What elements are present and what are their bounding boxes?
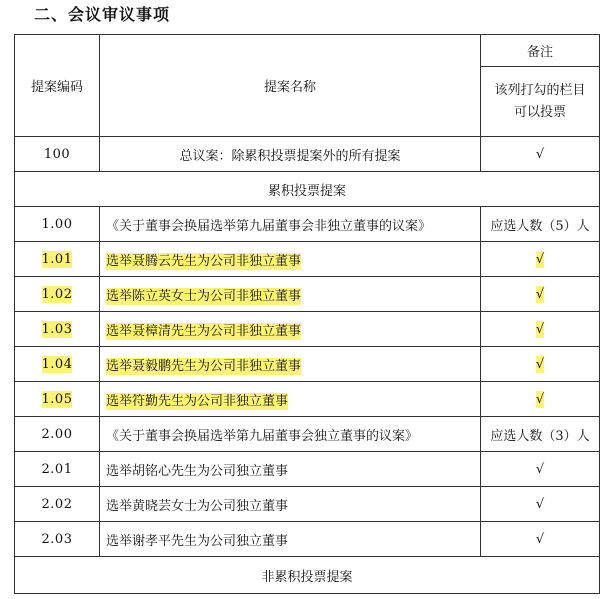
proposal-name-cell: [100, 382, 481, 417]
proposal-name-cell: [100, 347, 481, 382]
proposal-name: 选举谢孝平先生为公司独立董事: [100, 522, 481, 557]
table-row: [15, 452, 600, 487]
table-row: [15, 417, 600, 452]
proposal-name: 选举聂毅鹏先生为公司非独立董事: [106, 358, 302, 374]
table-row: [15, 312, 600, 347]
proposal-code-cell: [15, 277, 100, 312]
table-row: [15, 347, 600, 382]
header-note-title: 备注: [481, 35, 600, 67]
general-proposal-row: [15, 137, 600, 172]
table-row: [15, 522, 600, 557]
check-mark: √: [535, 391, 545, 407]
non-cumulative-title: 非累积投票提案: [15, 557, 600, 594]
header-note-desc: [481, 67, 600, 137]
proposal-name: 选举聂樟清先生为公司非独立董事: [106, 323, 302, 339]
proposal-note: 应选人数（5）人: [481, 207, 600, 242]
proposal-note-cell: [481, 347, 600, 382]
table-row: [15, 207, 600, 242]
proposal-name: 选举黄晓芸女士为公司独立董事: [100, 487, 481, 522]
check-mark: √: [481, 487, 600, 522]
proposal-code-cell: [15, 242, 100, 277]
table-header-row: [15, 35, 600, 67]
proposal-name: 《关于董事会换届选举第九届董事会非独立董事的议案》: [100, 207, 481, 242]
proposal-code-cell: [15, 312, 100, 347]
check-mark: √: [481, 452, 600, 487]
general-name: 总议案：除累积投票提案外的所有提案: [100, 137, 481, 172]
cumulative-section-row: [15, 172, 600, 207]
proposal-code: 1.01: [41, 251, 73, 267]
proposal-note-cell: [481, 277, 600, 312]
check-mark: √: [535, 356, 545, 372]
proposal-name-cell: [100, 312, 481, 347]
proposal-name: 选举聂腾云先生为公司非独立董事: [106, 253, 302, 269]
proposal-code: 2.01: [15, 452, 100, 487]
proposal-name: 《关于董事会换届选举第九届董事会独立董事的议案》: [100, 417, 481, 452]
proposal-code-cell: [15, 347, 100, 382]
proposal-name: 选举胡铭心先生为公司独立董事: [100, 452, 481, 487]
cumulative-title: 累积投票提案: [15, 172, 600, 207]
proposal-code: 1.04: [41, 356, 73, 372]
table-row: [15, 382, 600, 417]
proposal-name-cell: [100, 242, 481, 277]
header-note-line2: 可以投票: [513, 104, 566, 120]
proposal-code: 2.00: [15, 417, 100, 452]
check-mark: √: [481, 137, 600, 172]
proposal-note-cell: [481, 382, 600, 417]
proposal-code: 1.02: [41, 286, 73, 302]
section-title: 二、会议审议事项: [34, 5, 171, 24]
check-mark: √: [481, 522, 600, 557]
proposal-note: 应选人数（3）人: [481, 417, 600, 452]
non-cumulative-section-row: [15, 557, 600, 594]
proposal-note-cell: [481, 312, 600, 347]
check-mark: √: [535, 286, 545, 302]
proposal-code: 2.03: [15, 522, 100, 557]
table-row: [15, 242, 600, 277]
proposal-name: 选举陈立英女士为公司非独立董事: [106, 288, 302, 304]
proposal-code: 1.03: [41, 321, 73, 337]
header-code: 提案编码: [15, 35, 100, 137]
proposal-code: 1.05: [41, 391, 73, 407]
header-note-line1: 该列打勾的栏目: [494, 82, 586, 98]
proposal-note-cell: [481, 242, 600, 277]
header-name: 提案名称: [100, 35, 481, 137]
proposal-name-cell: [100, 277, 481, 312]
table-row: [15, 277, 600, 312]
proposal-name: 选举符勤先生为公司非独立董事: [106, 393, 289, 409]
proposal-code-cell: [15, 382, 100, 417]
check-mark: √: [535, 251, 545, 267]
check-mark: √: [535, 321, 545, 337]
table-row: [15, 487, 600, 522]
proposal-code: 1.00: [15, 207, 100, 242]
general-code: 100: [15, 137, 100, 172]
proposal-table: [14, 34, 600, 594]
proposal-code: 2.02: [15, 487, 100, 522]
